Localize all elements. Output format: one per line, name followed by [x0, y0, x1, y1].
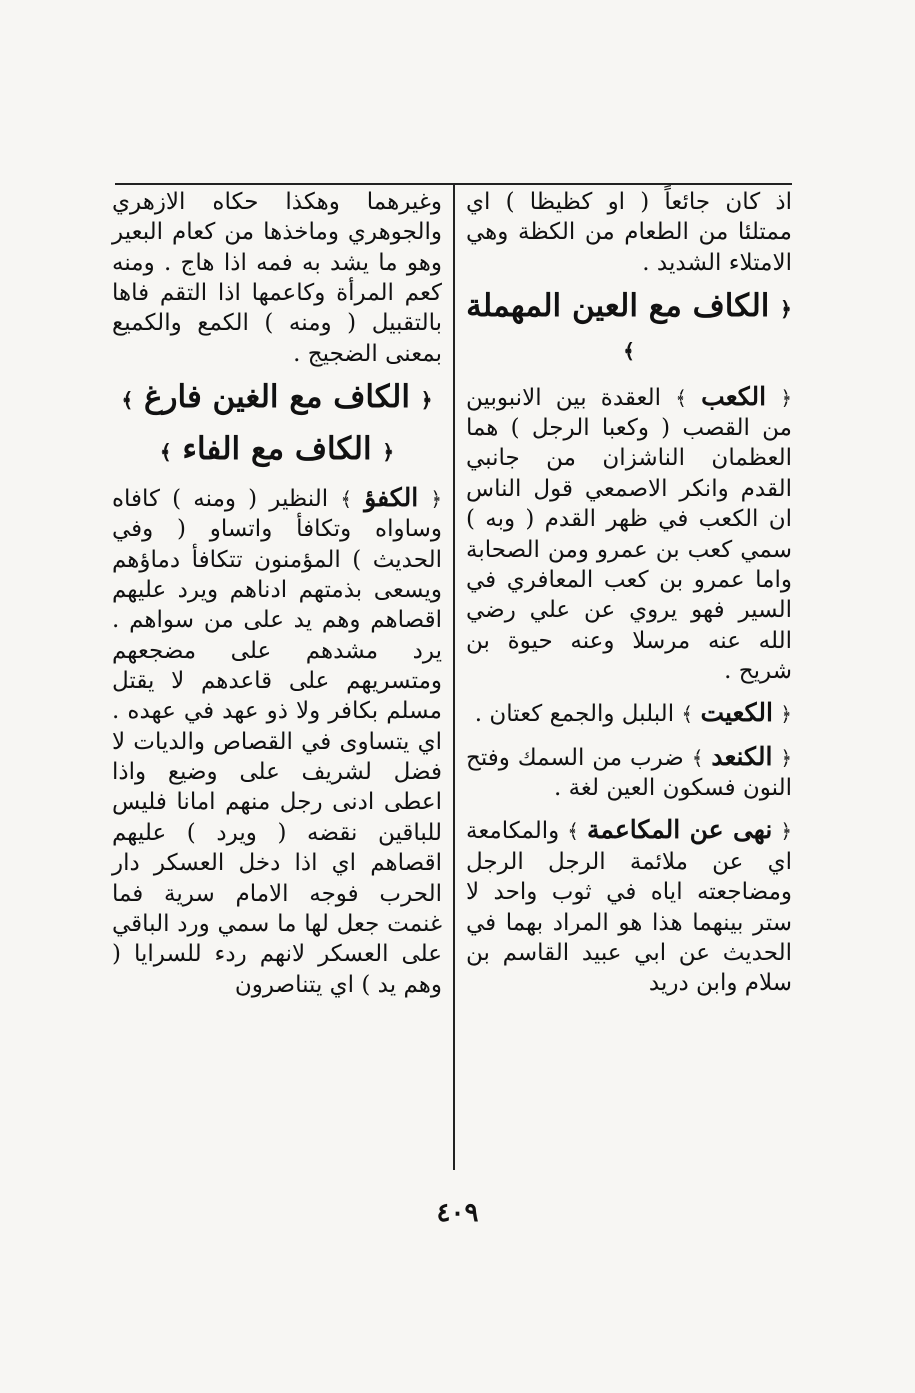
- right-column: [466, 183, 792, 1009]
- entry-kanad: [466, 740, 792, 804]
- entry-term: الكعب: [701, 381, 767, 411]
- ornament-open: ﴿: [780, 702, 792, 727]
- right-column-intro: اذ كان جائعاً ( او كظيظا ) اي ممتلئا من الطعام من الكظة وهي الامتلاء الشديد .: [466, 189, 792, 276]
- section-heading-kaf-fa: [112, 429, 442, 471]
- ornament-close: ﴾: [159, 440, 172, 464]
- entry-text: العقدة بين الانبوبين من القصب ( وكعبا الرجل ) هما العظمان الناشزان من جانبي القدم وانكر الاصمعي قول الناس ان الكعب في ظهر القدم ( وبه ) سمي كعب بن عمرو ومن الصحابة واما عمرو بن كعب المعافري في السير فهو يروي عن علي رضي الله عنه مرسلا وعنه حيوة بن شريح .: [466, 384, 792, 684]
- column-divider: [453, 185, 455, 1170]
- entry-text: والمكامعة اي عن ملائمة الرجل الرجل ومضاجعته اياه في ثوب واحد لا ستر بينهما هذا هو المراد بهما في الحديث عن ابي عبيد القاسم بن سلام وابن دريد: [466, 818, 792, 997]
- entry-term: الكنعد: [711, 741, 773, 771]
- ornament-close: ﴾: [691, 745, 704, 770]
- entry-text: البلبل والجمع كعتان .: [474, 701, 675, 728]
- left-column: [112, 183, 442, 1010]
- ornament-open: ﴿: [780, 819, 793, 844]
- entry-text: ضرب من السمك وفتح النون فسكون العين لغة .: [466, 744, 792, 802]
- entry-text: النظير ( ومنه ) كافاه وساواه وتكافأ واتساو ( وفي الحديث ) المؤمنون تتكافأ دماؤهم ويسعى بذمتهم ادناهم ويرد عليهم اقصاهم وهم يد على من سواهم . يرد مشدهم على مضجعهم ومتسريهم على قاعدهم لا يقتل مسلم بكافر ولا ذو عهد في عهده . اي يتساوى في القصاص والديات لا فضل لشريف على وضيع واذا اعطى ادنى رجل منهم امانا فليس للباقين نقضه ( ويرد ) عليهم اقصاهم اي اذا دخل العسكر دار الحرب فوجه الامام سرية فما غنمت جعل لها ما سمي ورد الباقي على العسكر لانهم ردء للسرايا ( وهم يد ) اي يتناصرون: [112, 485, 442, 998]
- ornament-open: ﴿: [430, 486, 443, 511]
- ornament-open: ﴿: [382, 440, 395, 464]
- ornament-close: ﴾: [567, 819, 579, 844]
- entry-kuayt: [466, 696, 792, 729]
- page-number: ٤٠٩: [436, 1198, 479, 1228]
- entry-term: الكفؤ: [364, 482, 419, 512]
- section-heading-kaf-ain: [466, 286, 792, 370]
- ornament-open: ﴿: [780, 297, 792, 322]
- entry-kaab: [466, 380, 792, 687]
- ornament-close: ﴾: [675, 385, 687, 410]
- section-heading-kaf-ghain: [112, 377, 442, 419]
- entry-nahy: [466, 813, 792, 998]
- ornament-open: ﴿: [780, 385, 793, 410]
- ornament-close: ﴾: [121, 388, 134, 413]
- ornament-open: ﴿: [780, 745, 793, 770]
- ornament-close: ﴾: [681, 702, 694, 727]
- heading-text: الكاف مع العين المهملة: [466, 288, 770, 325]
- heading-text: الكاف مع الفاء: [182, 431, 372, 467]
- left-column-intro: وغيرهما وهكذا حكاه الازهري والجوهري وماخذها من كعام البعير وهو ما يشد به فمه اذا هاج . ومنه كعم المرأة وكاعمها اذا التقم فاها بالتقبيل ( ومنه ) الكمع والكميع بمعنى الضجيج .: [112, 189, 442, 367]
- ornament-close: ﴾: [340, 486, 353, 511]
- ornament-open: ﴿: [420, 388, 433, 413]
- entry-term: الكعيت: [700, 698, 773, 728]
- ornament-close: ﴾: [623, 338, 635, 363]
- heading-text: الكاف مع الغين فارغ: [144, 379, 410, 416]
- entry-kuf: [112, 481, 442, 1000]
- entry-term: نهى عن المكاعمة: [587, 815, 773, 845]
